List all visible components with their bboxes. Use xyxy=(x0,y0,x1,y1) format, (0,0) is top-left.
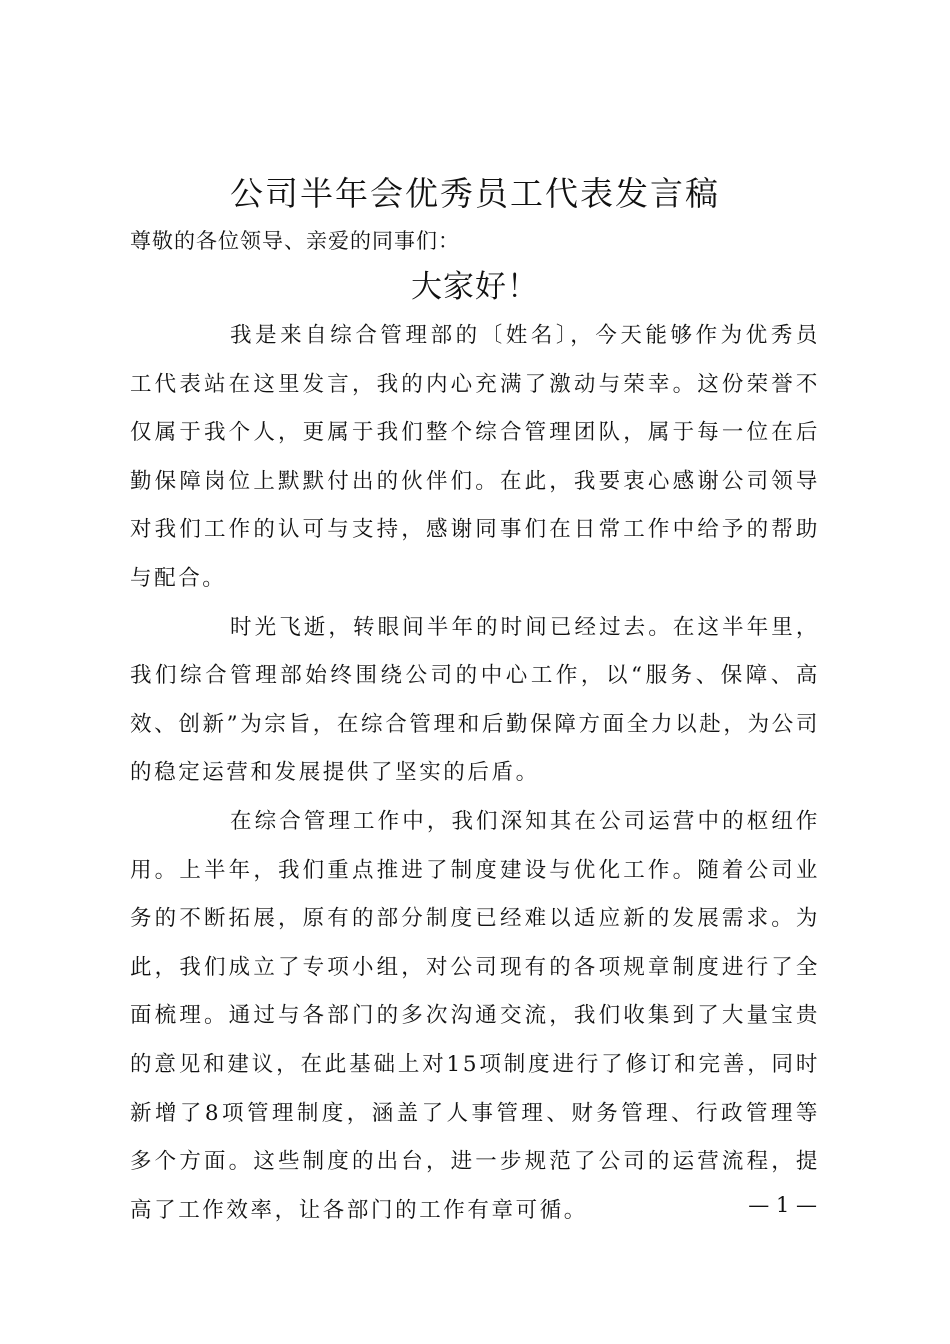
page-number: — 1 — xyxy=(748,1193,817,1217)
paragraph: 在综合管理工作中，我们深知其在公司运营中的枢纽作用。上半年，我们重点推进了制度建设与优化工作。随着公司业务的不断拓展，原有的部分制度已经难以适应新的发展需求。为此，我们成立了专项小组，对公司现有的各项规章制度进行了全面梳理。通过与各部门的多次沟通交流，我们收集到了大量宝贵的意见和建议，在此基础上对15项制度进行了修订和完善，同时新增了8项管理制度，涵盖了人事管理、财务管理、行政管理等多个方面。这些制度的出台，进一步规范了公司的运营流程，提高了工作效率，让各部门的工作有章可循。 xyxy=(130,808,820,1223)
greeting: 大家好！ xyxy=(411,269,539,305)
paragraph: 我是来自综合管理部的〔姓名〕，今天能够作为优秀员工代表站在这里发言，我的内心充满了激动与荣幸。这份荣誉不仅属于我个人，更属于我们整个综合管理团队，属于每一位在后勤保障岗位上默默付出的伙伴们。在此，我要衷心感谢公司领导对我们工作的认可与支持，感谢同事们在日常工作中给予的帮助与配合。 xyxy=(130,323,820,591)
paragraph: 时光飞逝，转眼间半年的时间已经过去。在这半年里，我们综合管理部始终围绕公司的中心工作，以“服务、保障、高效、创新”为宗旨，在综合管理和后勤保障方面全力以赴，为公司的稳定运营和发展提供了坚实的后盾。 xyxy=(130,614,820,786)
salutation: 尊敬的各位领导、亲爱的同事们： xyxy=(130,229,460,253)
document-title: 公司半年会优秀员工代表发言稿 xyxy=(230,174,720,213)
document-body xyxy=(130,312,820,1235)
